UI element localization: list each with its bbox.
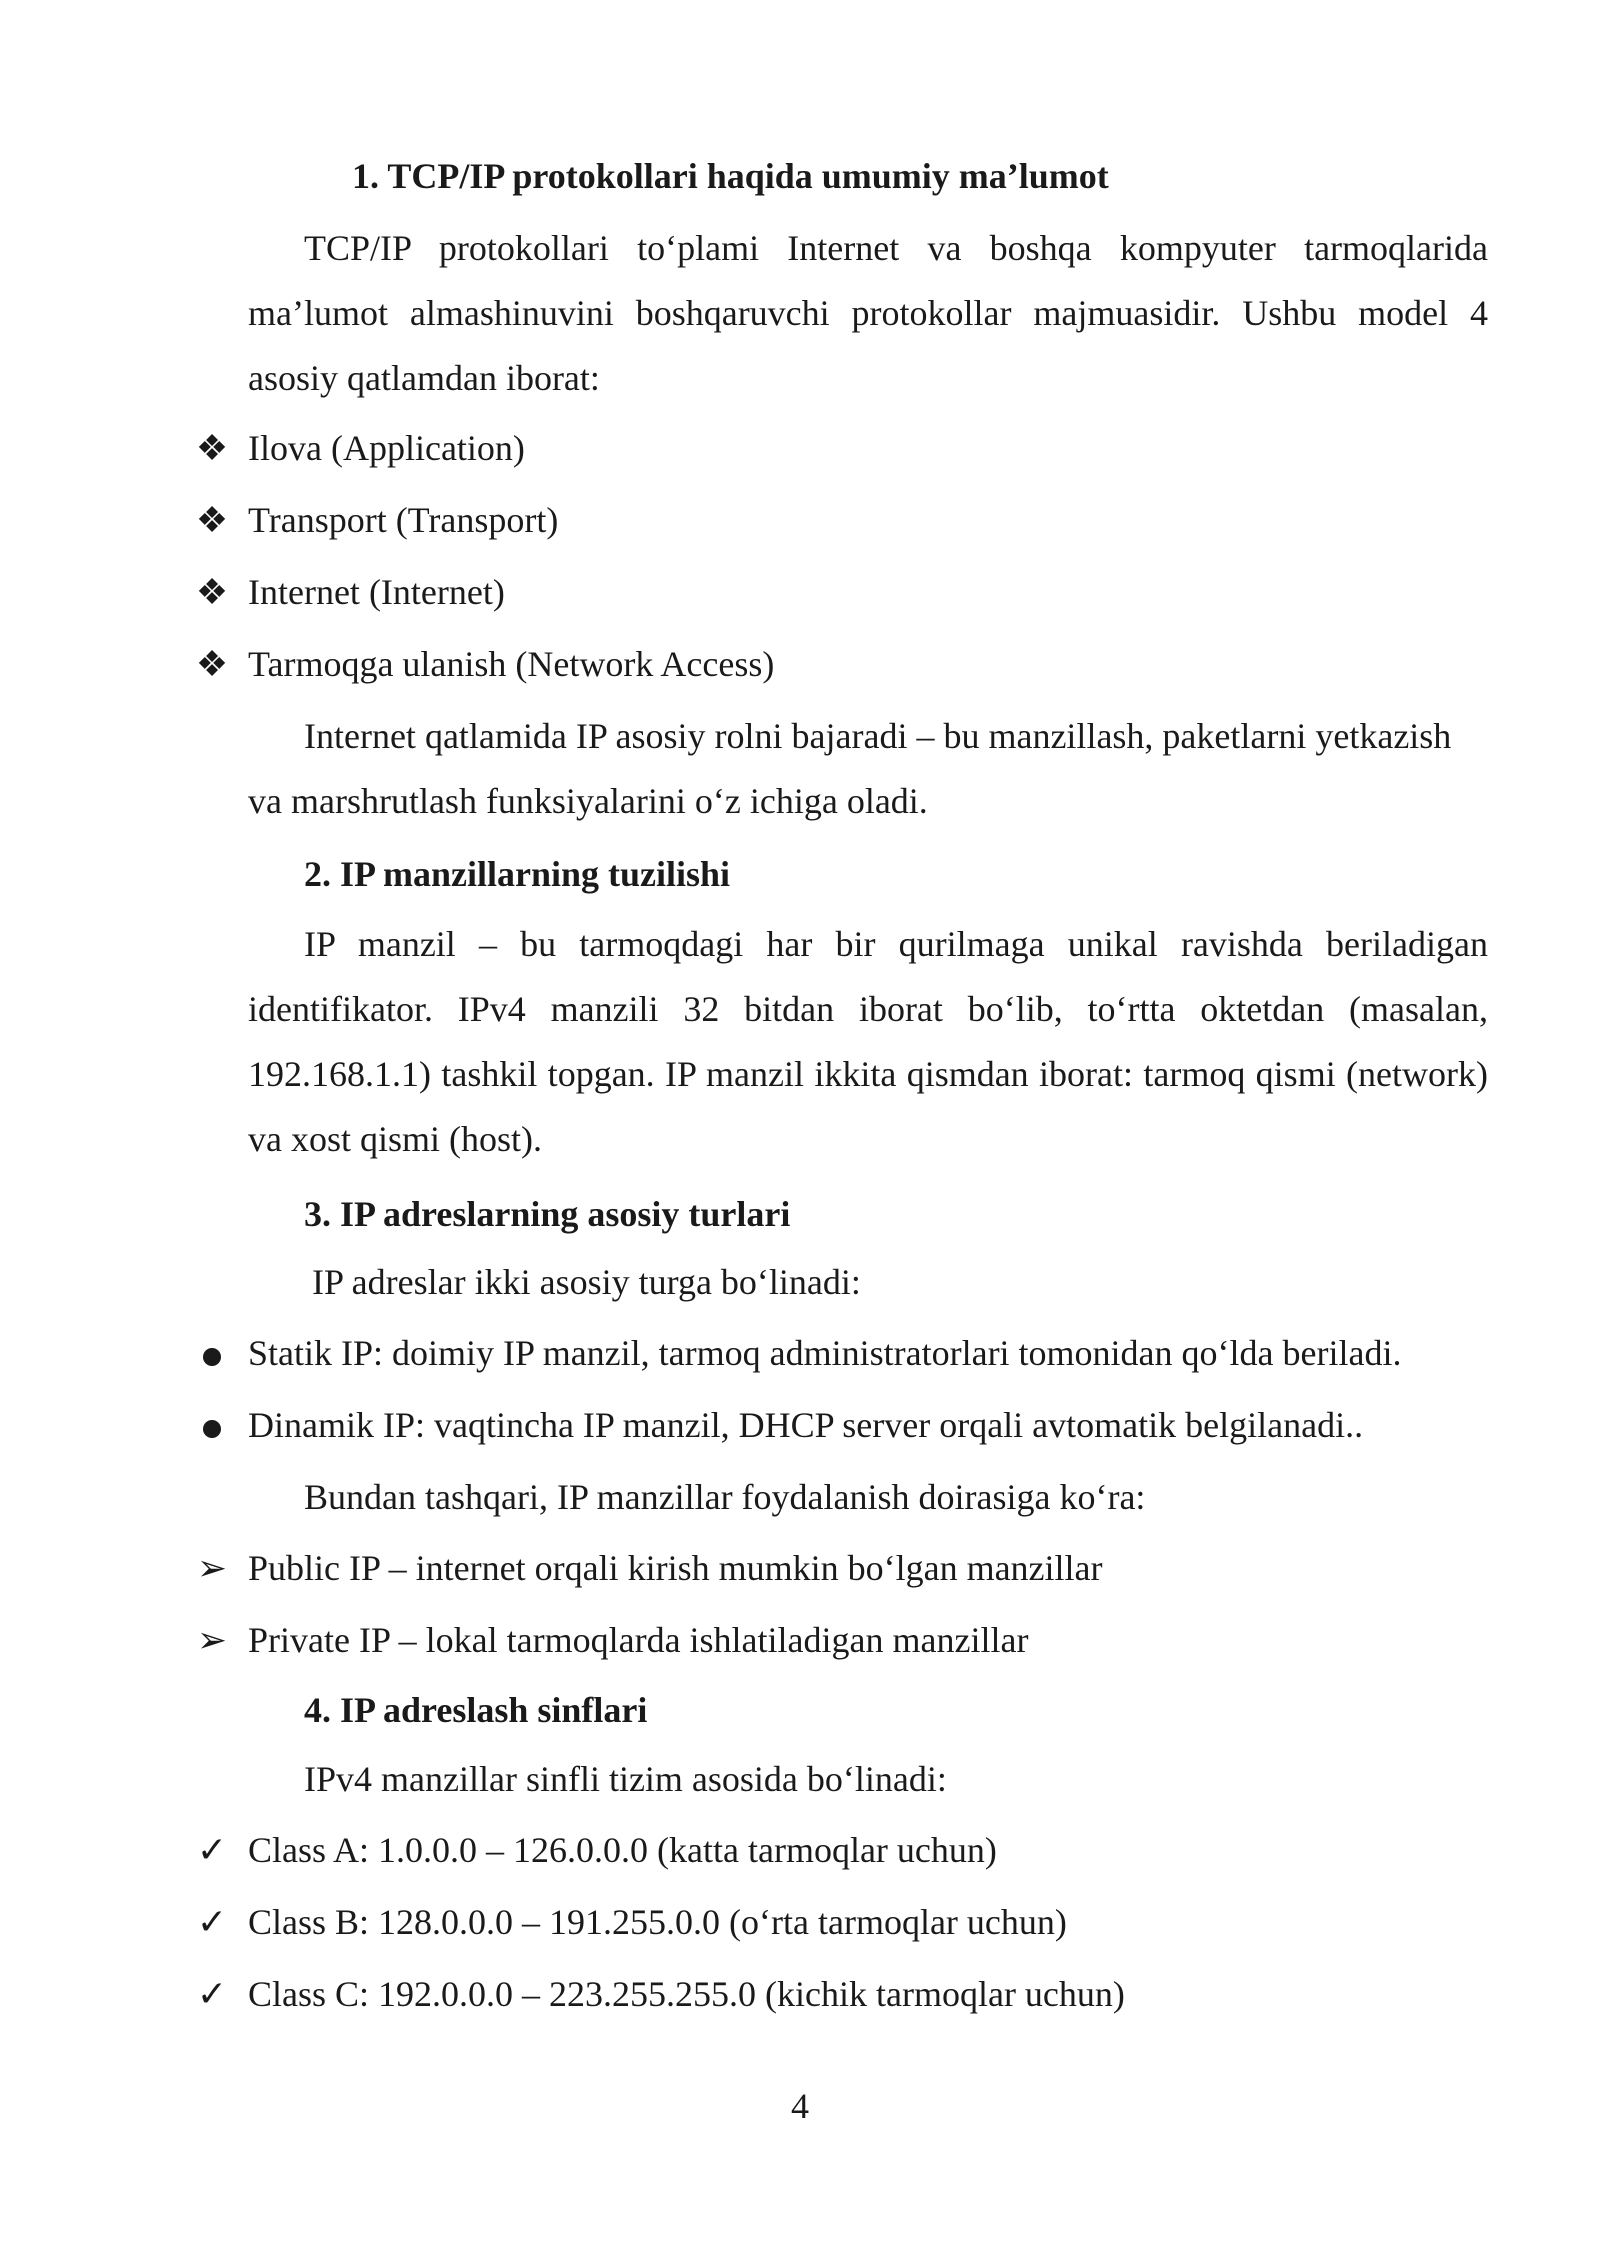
four-diamond-icon: ❖	[195, 500, 229, 540]
ip-scope-list-item	[192, 1543, 1492, 1593]
checkmark-icon: ✓	[196, 1902, 228, 1942]
layer-item-text: Ilova (Application)	[248, 428, 525, 468]
section-1-heading: 1. TCP/IP protokollari haqida umumiy ma’lumot	[352, 156, 1109, 196]
checkmark-icon: ✓	[196, 1830, 228, 1870]
ip-type-text: Dinamik IP: vaqtincha IP manzil, DHCP server orqali avtomatik belgilanadi..	[248, 1405, 1364, 1445]
four-diamond-icon: ❖	[195, 644, 229, 684]
arrowhead-icon: ➢	[196, 1620, 228, 1660]
section-2-heading: 2. IP manzillarning tuzilishi	[304, 854, 731, 894]
ip-type-list-item	[192, 1328, 1492, 1378]
layer-item-text: Tarmoqga ulanish (Network Access)	[248, 644, 775, 684]
ip-type-list-item	[192, 1400, 1492, 1450]
ip-type-text: Statik IP: doimiy IP manzil, tarmoq administratorlari tomonidan qo‘lda beriladi.	[248, 1333, 1402, 1373]
layer-list-item	[192, 567, 1492, 617]
filled-circle-icon	[192, 1328, 232, 1378]
ip-scope-text: Private IP – lokal tarmoqlarda ishlatiladigan manzillar	[248, 1620, 1029, 1660]
ip-class-list-item	[192, 1969, 1492, 2019]
filled-circle-icon	[192, 1400, 232, 1450]
ip-class-text: Class B: 128.0.0.0 – 191.255.0.0 (o‘rta tarmoqlar uchun)	[248, 1902, 1067, 1942]
ip-scope-text: Public IP – internet orqali kirish mumkin bo‘lgan manzillar	[248, 1548, 1103, 1588]
four-diamond-icon: ❖	[195, 572, 229, 612]
section-3-scope-intro: Bundan tashqari, IP manzillar foydalanish doirasiga ko‘ra:	[304, 1477, 1146, 1517]
ip-scope-list-item	[192, 1615, 1492, 1665]
section-3-heading: 3. IP adreslarning asosiy turlari	[304, 1194, 791, 1234]
layer-list-item	[192, 495, 1492, 545]
ip-class-list-item	[192, 1897, 1492, 1947]
layer-list-item	[192, 423, 1492, 473]
layer-item-text: Transport (Transport)	[248, 500, 559, 540]
layer-list-item	[192, 639, 1492, 689]
section-1-outro-paragraph: Internet qatlamida IP asosiy rolni bajaradi – bu manzillash, paketlarni yetkazish va marshrutlash funksiyalarini o‘z ichiga oladi.	[248, 716, 1452, 821]
arrowhead-icon: ➢	[196, 1548, 228, 1588]
section-2-body-paragraph: IP manzil – bu tarmoqdagi har bir qurilmaga unikal ravishda beriladigan identifikator. IPv4 manzili 32 bitdan iborat bo‘lib, to‘rtta oktetdan (masalan, 192.168.1.1) tashkil topgan. IP manzil ikkita qismdan iborat: tarmoq qismi (network) va xost qismi (host).	[248, 924, 1488, 1159]
checkmark-icon: ✓	[196, 1974, 228, 2014]
ip-class-list-item	[192, 1825, 1492, 1875]
section-1-intro-paragraph: TCP/IP protokollari to‘plami Internet va boshqa kompyuter tarmoqlarida ma’lumot almashinuvini boshqaruvchi protokollar majmuasidir. Ushbu model 4 asosiy qatlamdan iborat:	[248, 228, 1488, 398]
section-4-heading: 4. IP adreslash sinflari	[304, 1690, 648, 1730]
four-diamond-icon: ❖	[195, 428, 229, 468]
ip-class-text: Class C: 192.0.0.0 – 223.255.255.0 (kichik tarmoqlar uchun)	[248, 1974, 1125, 2014]
ip-class-text: Class A: 1.0.0.0 – 126.0.0.0 (katta tarmoqlar uchun)	[248, 1830, 997, 1870]
layer-item-text: Internet (Internet)	[248, 572, 505, 612]
page-number: 4	[791, 2086, 809, 2126]
section-3-intro: IP adreslar ikki asosiy turga bo‘linadi:	[312, 1262, 861, 1302]
section-4-intro: IPv4 manzillar sinfli tizim asosida bo‘linadi:	[304, 1759, 947, 1799]
